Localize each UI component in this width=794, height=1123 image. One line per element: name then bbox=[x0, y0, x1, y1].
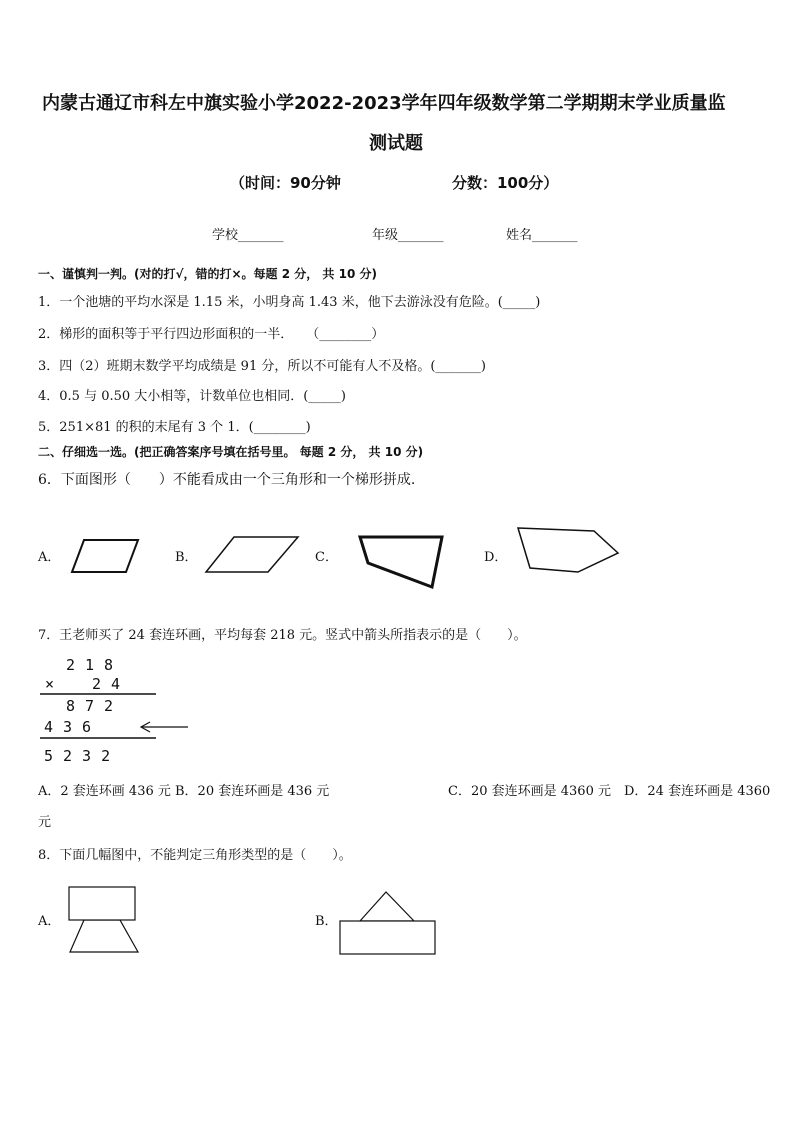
multiply-sign: × bbox=[45, 675, 55, 693]
parallelogram-a-shape bbox=[70, 537, 140, 575]
arrow-icon bbox=[138, 720, 190, 734]
page-title: 内蒙古通辽市科左中旗实验小学2022-2023学年四年级数学第二学期期末学业质量监 bbox=[42, 93, 726, 114]
exam-time: （时间：90分钟 bbox=[230, 174, 341, 192]
question-1: 1．一个池塘的平均水深是 1.15 米，小明身高 1.43 米，他下去游泳没有危险。(_____) bbox=[38, 295, 541, 310]
school-field: 学校_______ bbox=[212, 228, 284, 243]
option-b-label-q8: B． bbox=[315, 914, 338, 929]
section-two-heading: 二、仔细选一选。(把正确答案序号填在括号里。 每题 2 分， 共 10 分) bbox=[38, 445, 424, 459]
partial-product-2: 436 bbox=[44, 718, 102, 736]
name-field: 姓名_______ bbox=[506, 228, 578, 243]
grade-field: 年级_______ bbox=[372, 228, 444, 243]
final-product: 5232 bbox=[44, 747, 121, 765]
option-a-label: A． bbox=[38, 550, 61, 565]
multiplicand: 218 bbox=[66, 656, 124, 674]
calc-rule-1 bbox=[40, 693, 158, 695]
question-4: 4．0.5 与 0.50 大小相等，计数单位也相同．(_____) bbox=[38, 389, 346, 404]
option-c-label: C． bbox=[315, 550, 338, 565]
multiplier: 24 bbox=[92, 675, 131, 693]
question-2: 2．梯形的面积等于平行四边形面积的一半． （________） bbox=[38, 327, 385, 342]
question-3: 3．四（2）班期末数学平均成绩是 91 分，所以不可能有人不及格。(_______) bbox=[38, 359, 486, 374]
covered-triangle-a-figure bbox=[66, 885, 142, 955]
partial-product-1: 872 bbox=[66, 697, 124, 715]
question-8: 8．下面几幅图中，不能判定三角形类型的是（ ）。 bbox=[38, 848, 352, 863]
question-7-options-wrap: 元 bbox=[38, 815, 52, 830]
page-title-continued: 测试题 bbox=[369, 133, 423, 154]
pentagon-d-shape bbox=[514, 525, 622, 575]
question-5: 5．251×81 的积的末尾有 3 个 1．(________) bbox=[38, 420, 311, 435]
option-b-label: B． bbox=[175, 550, 198, 565]
parallelogram-b-shape bbox=[204, 535, 300, 575]
calc-rule-2 bbox=[40, 737, 158, 739]
covered-triangle-b-figure bbox=[338, 888, 438, 958]
question-6: 6．下面图形（ ）不能看成由一个三角形和一个梯形拼成. bbox=[38, 472, 416, 488]
exam-score: 分数：100分） bbox=[452, 174, 559, 192]
question-7-options-left: A．2 套连环画 436 元 B．20 套连环画是 436 元 bbox=[38, 784, 330, 799]
option-a-label-q8: A． bbox=[38, 914, 61, 929]
quadrilateral-c-shape bbox=[356, 533, 446, 589]
option-d-label: D． bbox=[484, 550, 508, 565]
question-7: 7．王老师买了 24 套连环画，平均每套 218 元。竖式中箭头所指表示的是（ ）。 bbox=[38, 628, 527, 643]
section-one-heading: 一、谨慎判一判。(对的打√，错的打×。每题 2 分， 共 10 分) bbox=[38, 267, 377, 281]
question-7-options-right: C．20 套连环画是 4360 元 D．24 套连环画是 4360 bbox=[448, 784, 771, 799]
